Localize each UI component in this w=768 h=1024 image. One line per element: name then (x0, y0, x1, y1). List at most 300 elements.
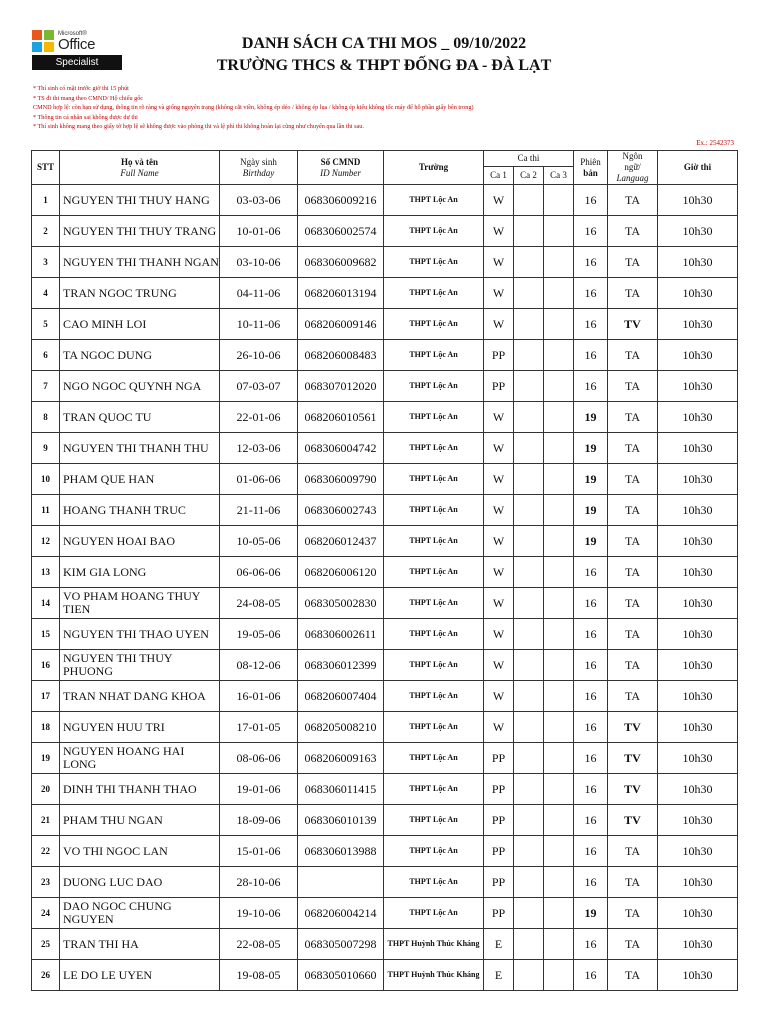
cell-dob: 04-11-06 (220, 278, 298, 309)
cell-name: NGUYEN THI THUY PHUONG (60, 650, 220, 681)
cell-name: CAO MINH LOI (60, 309, 220, 340)
cell-ca2 (514, 526, 544, 557)
cell-language: TA (608, 836, 658, 867)
table-row (32, 278, 738, 309)
cell-ca2 (514, 619, 544, 650)
cell-name: NGUYEN HOANG HAI LONG (60, 743, 220, 774)
cell-ca3 (544, 247, 574, 278)
cell-time: 10h30 (658, 557, 738, 588)
cell-id: 068306009216 (298, 185, 384, 216)
cell-name: VO THI NGOC LAN (60, 836, 220, 867)
cell-ca1: W (484, 464, 514, 495)
cell-time: 10h30 (658, 495, 738, 526)
cell-ca3 (544, 712, 574, 743)
cell-school: THPT Lộc An (384, 278, 484, 309)
cell-ca1: W (484, 681, 514, 712)
cell-dob: 26-10-06 (220, 340, 298, 371)
cell-language: TV (608, 774, 658, 805)
cell-stt: 23 (32, 867, 60, 898)
cell-id: 068305007298 (298, 929, 384, 960)
cell-dob: 07-03-07 (220, 371, 298, 402)
header-stt: STT (32, 151, 60, 185)
logo-specialist-text: Specialist (32, 55, 122, 70)
cell-id: 068206006120 (298, 557, 384, 588)
cell-id: 068206008483 (298, 340, 384, 371)
cell-id: 068306002743 (298, 495, 384, 526)
header-school: Trường (384, 151, 484, 185)
cell-language: TV (608, 743, 658, 774)
cell-language: TV (608, 712, 658, 743)
cell-stt: 5 (32, 309, 60, 340)
cell-ca2 (514, 650, 544, 681)
cell-ca2 (514, 371, 544, 402)
cell-version: 19 (574, 526, 608, 557)
cell-ca3 (544, 557, 574, 588)
cell-dob: 10-01-06 (220, 216, 298, 247)
cell-ca1: PP (484, 805, 514, 836)
cell-ca2 (514, 898, 544, 929)
cell-stt: 9 (32, 433, 60, 464)
cell-school: THPT Lộc An (384, 371, 484, 402)
notes (33, 84, 753, 132)
cell-stt: 4 (32, 278, 60, 309)
cell-ca1: W (484, 526, 514, 557)
cell-ca1: W (484, 278, 514, 309)
table-row (32, 588, 738, 619)
cell-time: 10h30 (658, 526, 738, 557)
cell-school: THPT Lộc An (384, 743, 484, 774)
cell-name: PHAM THU NGAN (60, 805, 220, 836)
cell-language: TA (608, 433, 658, 464)
cell-stt: 25 (32, 929, 60, 960)
page-subtitle: TRƯỜNG THCS & THPT ĐỐNG ĐA - ĐÀ LẠT (216, 57, 552, 74)
cell-time: 10h30 (658, 619, 738, 650)
cell-ca1: W (484, 650, 514, 681)
cell-time: 10h30 (658, 805, 738, 836)
cell-dob: 22-01-06 (220, 402, 298, 433)
cell-school: THPT Lộc An (384, 495, 484, 526)
table-body (32, 185, 738, 991)
cell-school: THPT Lộc An (384, 867, 484, 898)
cell-stt: 12 (32, 526, 60, 557)
cell-id: 068206012437 (298, 526, 384, 557)
cell-school: THPT Lộc An (384, 247, 484, 278)
cell-dob: 22-08-05 (220, 929, 298, 960)
cell-version: 16 (574, 650, 608, 681)
header-time: Giờ thi (658, 151, 738, 185)
cell-name: TRAN QUOC TU (60, 402, 220, 433)
cell-id: 068306012399 (298, 650, 384, 681)
cell-version: 16 (574, 681, 608, 712)
cell-name: NGUYEN THI THAO UYEN (60, 619, 220, 650)
cell-ca1: W (484, 712, 514, 743)
cell-school: THPT Lộc An (384, 340, 484, 371)
cell-school: THPT Lộc An (384, 774, 484, 805)
cell-school: THPT Lộc An (384, 619, 484, 650)
cell-school: THPT Lộc An (384, 557, 484, 588)
cell-ca1: W (484, 216, 514, 247)
cell-version: 19 (574, 898, 608, 929)
cell-language: TA (608, 464, 658, 495)
cell-ca1: PP (484, 867, 514, 898)
cell-ca2 (514, 836, 544, 867)
header-language: Ngôn ngữ/ Languag (608, 151, 658, 185)
cell-stt: 10 (32, 464, 60, 495)
cell-ca2 (514, 805, 544, 836)
table-row (32, 836, 738, 867)
cell-ca2 (514, 712, 544, 743)
cell-ca2 (514, 681, 544, 712)
cell-id (298, 867, 384, 898)
cell-dob: 10-11-06 (220, 309, 298, 340)
cell-dob: 19-08-05 (220, 960, 298, 991)
cell-name: DINH THI THANH THAO (60, 774, 220, 805)
cell-ca3 (544, 805, 574, 836)
cell-ca3 (544, 898, 574, 929)
cell-stt: 18 (32, 712, 60, 743)
cell-school: THPT Lộc An (384, 309, 484, 340)
table-row (32, 495, 738, 526)
page-title: DANH SÁCH CA THI MOS _ 09/10/2022 (241, 35, 527, 52)
logo-microsoft-text: Microsoft® (58, 31, 87, 37)
cell-language: TA (608, 526, 658, 557)
cell-version: 19 (574, 495, 608, 526)
cell-version: 16 (574, 929, 608, 960)
cell-ca3 (544, 929, 574, 960)
cell-id: 068306010139 (298, 805, 384, 836)
cell-ca1: W (484, 588, 514, 619)
cell-ca3 (544, 185, 574, 216)
cell-time: 10h30 (658, 402, 738, 433)
table-row (32, 898, 738, 929)
cell-ca3 (544, 867, 574, 898)
cell-ca3 (544, 743, 574, 774)
cell-language: TA (608, 960, 658, 991)
cell-id: 068206009163 (298, 743, 384, 774)
cell-stt: 17 (32, 681, 60, 712)
cell-ca2 (514, 278, 544, 309)
table-row (32, 464, 738, 495)
table-row (32, 309, 738, 340)
cell-version: 16 (574, 712, 608, 743)
cell-ca2 (514, 743, 544, 774)
cell-dob: 24-08-05 (220, 588, 298, 619)
cell-school: THPT Lộc An (384, 588, 484, 619)
cell-time: 10h30 (658, 278, 738, 309)
cell-id: 068306002574 (298, 216, 384, 247)
cell-ca2 (514, 588, 544, 619)
table-row (32, 960, 738, 991)
cell-stt: 7 (32, 371, 60, 402)
cell-language: TA (608, 402, 658, 433)
header-dob: Ngày sinh Birthday (220, 151, 298, 185)
table-header (32, 151, 738, 185)
cell-school: THPT Lộc An (384, 898, 484, 929)
table-row (32, 340, 738, 371)
cell-name: TA NGOC DUNG (60, 340, 220, 371)
cell-id: 068206010561 (298, 402, 384, 433)
cell-name: VO PHAM HOANG THUY TIEN (60, 588, 220, 619)
cell-ca2 (514, 402, 544, 433)
cell-name: NGUYEN THI THANH THU (60, 433, 220, 464)
cell-version: 16 (574, 743, 608, 774)
cell-id: 068206007404 (298, 681, 384, 712)
cell-language: TA (608, 278, 658, 309)
cell-id: 068306009790 (298, 464, 384, 495)
cell-stt: 24 (32, 898, 60, 929)
header-ca3: Ca 3 (544, 167, 574, 185)
cell-stt: 19 (32, 743, 60, 774)
table-row (32, 867, 738, 898)
table-row (32, 371, 738, 402)
cell-dob: 19-05-06 (220, 619, 298, 650)
cell-ca1: W (484, 433, 514, 464)
cell-stt: 6 (32, 340, 60, 371)
table-row (32, 774, 738, 805)
cell-ca3 (544, 960, 574, 991)
cell-stt: 21 (32, 805, 60, 836)
cell-time: 10h30 (658, 681, 738, 712)
table-row (32, 619, 738, 650)
cell-dob: 21-11-06 (220, 495, 298, 526)
cell-name: NGO NGOC QUYNH NGA (60, 371, 220, 402)
cell-ca3 (544, 588, 574, 619)
cell-name: NGUYEN THI THUY HANG (60, 185, 220, 216)
cell-language: TA (608, 216, 658, 247)
cell-school: THPT Huỳnh Thúc Kháng (384, 960, 484, 991)
cell-language: TA (608, 898, 658, 929)
cell-language: TA (608, 185, 658, 216)
table-row (32, 805, 738, 836)
cell-dob: 08-06-06 (220, 743, 298, 774)
cell-version: 16 (574, 836, 608, 867)
note-line: CMND hợp lệ: còn hạn sử dụng, thông tin rõ ràng và giống nguyên trạng (không cắt viền, không ép dẻo / không ép lụa / không ép kiểu không tốc máy để hỗ phần giấy bên trong) (33, 104, 474, 112)
table-row (32, 743, 738, 774)
cell-time: 10h30 (658, 464, 738, 495)
cell-language: TA (608, 371, 658, 402)
cell-version: 16 (574, 588, 608, 619)
cell-name: DUONG LUC DAO (60, 867, 220, 898)
cell-stt: 20 (32, 774, 60, 805)
cell-time: 10h30 (658, 712, 738, 743)
cell-ca2 (514, 929, 544, 960)
cell-ca3 (544, 526, 574, 557)
cell-stt: 3 (32, 247, 60, 278)
cell-dob: 17-01-05 (220, 712, 298, 743)
cell-ca1: PP (484, 898, 514, 929)
cell-time: 10h30 (658, 898, 738, 929)
cell-id: 068306009682 (298, 247, 384, 278)
cell-ca1: E (484, 929, 514, 960)
table-row (32, 712, 738, 743)
cell-ca2 (514, 340, 544, 371)
header-version: Phiên bản (574, 151, 608, 185)
cell-ca2 (514, 247, 544, 278)
cell-name: HOANG THANH TRUC (60, 495, 220, 526)
cell-time: 10h30 (658, 867, 738, 898)
cell-id: 068206004214 (298, 898, 384, 929)
cell-time: 10h30 (658, 309, 738, 340)
table-row (32, 433, 738, 464)
cell-school: THPT Lộc An (384, 650, 484, 681)
table-row (32, 247, 738, 278)
cell-ca2 (514, 433, 544, 464)
cell-time: 10h30 (658, 216, 738, 247)
cell-ca1: PP (484, 371, 514, 402)
cell-name: NGUYEN HOAI BAO (60, 526, 220, 557)
cell-name: PHAM QUE HAN (60, 464, 220, 495)
cell-version: 16 (574, 216, 608, 247)
cell-ca2 (514, 185, 544, 216)
cell-ca1: E (484, 960, 514, 991)
cell-school: THPT Lộc An (384, 681, 484, 712)
cell-school: THPT Lộc An (384, 216, 484, 247)
cell-ca1: W (484, 495, 514, 526)
cell-dob: 19-01-06 (220, 774, 298, 805)
cell-ca2 (514, 309, 544, 340)
cell-name: NGUYEN HUU TRI (60, 712, 220, 743)
cell-name: KIM GIA LONG (60, 557, 220, 588)
cell-school: THPT Huỳnh Thúc Kháng (384, 929, 484, 960)
cell-time: 10h30 (658, 247, 738, 278)
table-row (32, 650, 738, 681)
cell-dob: 03-10-06 (220, 247, 298, 278)
cell-time: 10h30 (658, 588, 738, 619)
cell-id: 068306002611 (298, 619, 384, 650)
cell-dob: 15-01-06 (220, 836, 298, 867)
cell-time: 10h30 (658, 650, 738, 681)
cell-ca3 (544, 495, 574, 526)
cell-version: 16 (574, 278, 608, 309)
cell-id: 068306013988 (298, 836, 384, 867)
cell-stt: 8 (32, 402, 60, 433)
cell-language: TA (608, 650, 658, 681)
cell-ca1: PP (484, 774, 514, 805)
cell-id: 068305010660 (298, 960, 384, 991)
cell-dob: 03-03-06 (220, 185, 298, 216)
cell-dob: 10-05-06 (220, 526, 298, 557)
cell-time: 10h30 (658, 371, 738, 402)
cell-school: THPT Lộc An (384, 402, 484, 433)
cell-language: TA (608, 619, 658, 650)
cell-version: 16 (574, 557, 608, 588)
cell-stt: 1 (32, 185, 60, 216)
cell-id: 068305002830 (298, 588, 384, 619)
cell-ca2 (514, 960, 544, 991)
cell-school: THPT Lộc An (384, 526, 484, 557)
cell-version: 19 (574, 433, 608, 464)
cell-version: 16 (574, 774, 608, 805)
cell-stt: 22 (32, 836, 60, 867)
cell-ca3 (544, 433, 574, 464)
cell-time: 10h30 (658, 929, 738, 960)
cell-ca1: PP (484, 340, 514, 371)
cell-language: TA (608, 588, 658, 619)
cell-version: 16 (574, 960, 608, 991)
cell-version: 19 (574, 402, 608, 433)
cell-ca2 (514, 464, 544, 495)
table-row (32, 557, 738, 588)
cell-ca1: W (484, 557, 514, 588)
header-id: Số CMND ID Number (298, 151, 384, 185)
cell-school: THPT Lộc An (384, 836, 484, 867)
cell-name: TRAN THI HA (60, 929, 220, 960)
table-row (32, 681, 738, 712)
cell-ca3 (544, 309, 574, 340)
cell-ca1: W (484, 247, 514, 278)
cell-ca1: PP (484, 836, 514, 867)
cell-ca2 (514, 495, 544, 526)
cell-ca1: W (484, 185, 514, 216)
cell-id: 068205008210 (298, 712, 384, 743)
candidate-table (31, 150, 738, 991)
table-row (32, 185, 738, 216)
cell-ca3 (544, 836, 574, 867)
cell-stt: 16 (32, 650, 60, 681)
cell-name: NGUYEN THI THUY TRANG (60, 216, 220, 247)
cell-school: THPT Lộc An (384, 185, 484, 216)
cell-school: THPT Lộc An (384, 464, 484, 495)
cell-time: 10h30 (658, 743, 738, 774)
cell-time: 10h30 (658, 960, 738, 991)
cell-stt: 2 (32, 216, 60, 247)
cell-ca3 (544, 371, 574, 402)
note-line: * TS đi thi mang theo CMND/ Hộ chiếu gốc (33, 94, 144, 102)
table-row (32, 216, 738, 247)
cell-language: TA (608, 867, 658, 898)
table-row (32, 929, 738, 960)
cell-school: THPT Lộc An (384, 805, 484, 836)
cell-time: 10h30 (658, 340, 738, 371)
cell-stt: 13 (32, 557, 60, 588)
cell-ca2 (514, 216, 544, 247)
cell-version: 16 (574, 805, 608, 836)
cell-dob: 18-09-06 (220, 805, 298, 836)
exam-code: Ex.: 2542373 (696, 139, 734, 147)
table-row (32, 402, 738, 433)
cell-dob: 19-10-06 (220, 898, 298, 929)
cell-name: TRAN NHAT DANG KHOA (60, 681, 220, 712)
cell-version: 16 (574, 340, 608, 371)
table-row (32, 526, 738, 557)
cell-ca3 (544, 619, 574, 650)
cell-ca1: W (484, 402, 514, 433)
header-ca1: Ca 1 (484, 167, 514, 185)
cell-ca2 (514, 557, 544, 588)
cell-dob: 12-03-06 (220, 433, 298, 464)
logo-office-text: Office (58, 36, 96, 53)
cell-version: 16 (574, 371, 608, 402)
cell-time: 10h30 (658, 185, 738, 216)
note-line: * Thí sinh có mặt trước giờ thi 15 phút (33, 85, 129, 92)
cell-language: TV (608, 805, 658, 836)
cell-language: TA (608, 681, 658, 712)
cell-id: 068307012020 (298, 371, 384, 402)
cell-language: TA (608, 495, 658, 526)
cell-language: TA (608, 557, 658, 588)
cell-time: 10h30 (658, 433, 738, 464)
cell-dob: 16-01-06 (220, 681, 298, 712)
cell-stt: 26 (32, 960, 60, 991)
cell-dob: 06-06-06 (220, 557, 298, 588)
header-ca-thi: Ca thi (484, 151, 574, 167)
header-name: Họ và tên Full Name (60, 151, 220, 185)
cell-id: 068206009146 (298, 309, 384, 340)
cell-dob: 08-12-06 (220, 650, 298, 681)
cell-version: 16 (574, 185, 608, 216)
cell-language: TV (608, 309, 658, 340)
header-ca2: Ca 2 (514, 167, 544, 185)
